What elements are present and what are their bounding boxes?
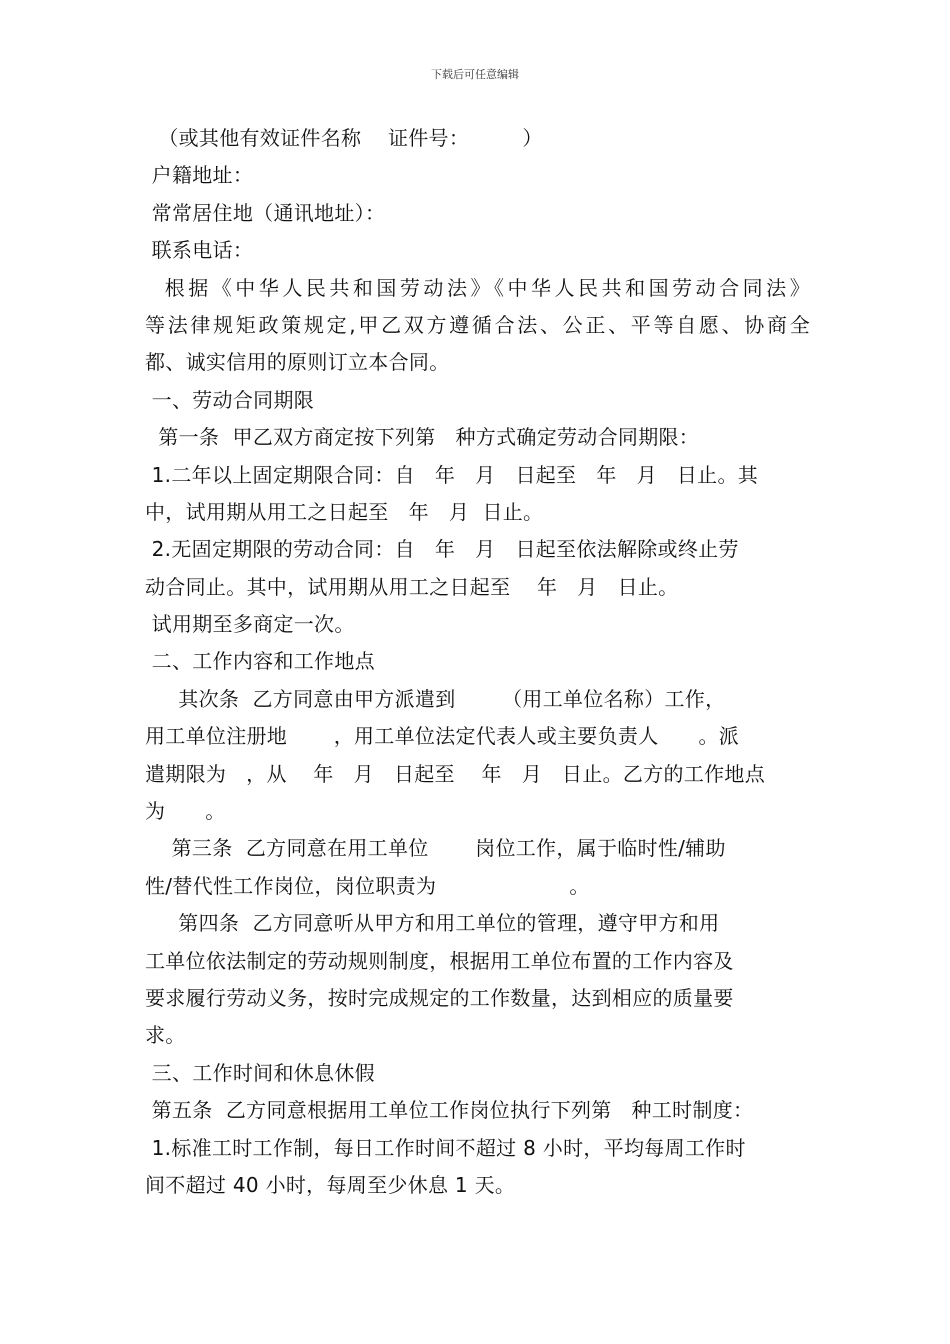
text-line: 常常居住地（通讯地址）： bbox=[145, 200, 386, 225]
page-header: 下载后可任意编辑 bbox=[431, 68, 519, 81]
text-line: 试用期至多商定一次。 bbox=[145, 612, 355, 637]
section-heading: 三、工作时间和休息休假 bbox=[145, 1060, 375, 1085]
text-line: 用工单位注册地 ，用工单位法定代表人或主要负责人 。派 bbox=[145, 724, 740, 749]
text-line: 等法律规矩政策规定,甲乙双方遵循合法、公正、平等自愿、协商全 bbox=[145, 312, 810, 337]
text-line: 为 。 bbox=[145, 799, 226, 824]
text-line: 性/替代性工作岗位，岗位职责为 。 bbox=[145, 873, 590, 898]
text-line: 其次条 乙方同意由甲方派遣到 （用工单位名称）工作， bbox=[145, 686, 726, 711]
text-line: 2.无固定期限的劳动合同：自 年 月 日起至依法解除或终止劳 bbox=[145, 537, 739, 562]
text-line: 第四条 乙方同意听从甲方和用工单位的管理，遵守甲方和用 bbox=[145, 911, 720, 936]
text-line: 第一条 甲乙双方商定按下列第 种方式确定劳动合同期限： bbox=[145, 425, 700, 450]
text-line: 1.标准工时工作制，每日工作时间不超过 8 小时，平均每周工作时 bbox=[145, 1135, 746, 1160]
text-line: 工单位依法制定的劳动规则制度，根据用工单位布置的工作内容及 bbox=[145, 948, 734, 973]
text-line: 求。 bbox=[145, 1023, 186, 1048]
text-line: 遣期限为 ，从 年 月 日起至 年 月 日止。乙方的工作地点 bbox=[145, 761, 766, 786]
contract-body bbox=[145, 120, 810, 1204]
text-line: 要求履行劳动义务，按时完成规定的工作数量，达到相应的质量要 bbox=[145, 985, 734, 1010]
text-line: （或其他有效证件名称 证件号： ） bbox=[145, 126, 543, 150]
text-line: 中，试用期从用工之日起至 年 月 日止。 bbox=[145, 499, 544, 524]
text-line: 户籍地址： bbox=[145, 163, 254, 188]
text-line: 动合同止。其中，试用期从用工之日起至 年 月 日止。 bbox=[145, 574, 679, 599]
text-line: 第三条 乙方同意在用工单位 岗位工作，属于临时性/辅助 bbox=[145, 836, 726, 861]
text-line: 间不超过 40 小时，每周至少休息 1 天。 bbox=[145, 1172, 516, 1197]
text-line: 联系电话： bbox=[145, 238, 254, 263]
section-heading: 一、劳动合同期限 bbox=[145, 387, 315, 412]
text-line: 都、诚实信用的原则订立本合同。 bbox=[145, 350, 450, 375]
text-line: 1.二年以上固定期限合同：自 年 月 日起至 年 月 日止。其 bbox=[145, 462, 759, 487]
section-heading: 二、工作内容和工作地点 bbox=[145, 649, 375, 674]
text-line: 根据《中华人民共和国劳动法》《中华人民共和国劳动合同法》 bbox=[145, 275, 810, 300]
text-line: 第五条 乙方同意根据用工单位工作岗位执行下列第 种工时制度： bbox=[145, 1098, 754, 1123]
